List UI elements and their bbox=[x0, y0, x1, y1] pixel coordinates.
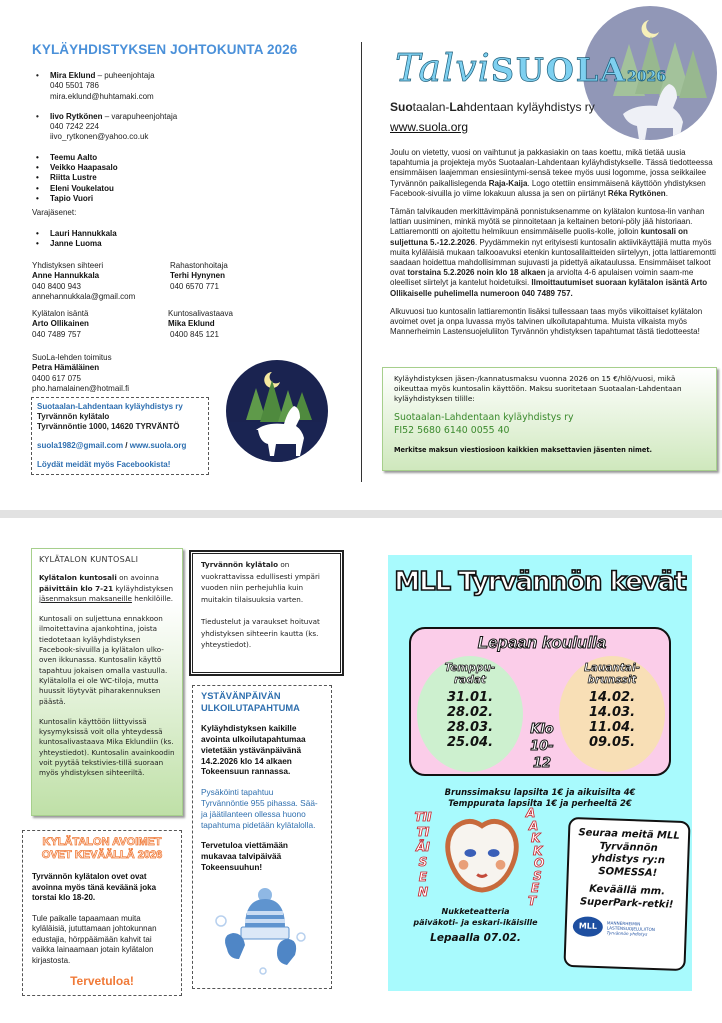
contact-role: Kuntosalivastaava bbox=[168, 309, 233, 318]
snowflake-icon bbox=[260, 968, 266, 974]
open-doors-paragraph-1: Tyrvännön kylätalon ovet ovat avoinna myös tänä keväänä joka torstai klo 18-20. bbox=[32, 872, 157, 902]
valentine-title: YSTÄVÄNPÄIVÄN ULKOILUTAPAHTUMA bbox=[201, 691, 300, 713]
date: 14.02. bbox=[588, 690, 636, 705]
board-officers bbox=[50, 71, 177, 204]
mll-poster bbox=[388, 555, 692, 991]
masthead-suola: SUOLA bbox=[490, 51, 628, 89]
date: 28.02. bbox=[446, 705, 494, 720]
org-suo: Suo bbox=[390, 100, 413, 114]
puppet-theatre bbox=[388, 907, 563, 945]
masthead-title bbox=[395, 46, 666, 99]
bold-text: Kylätalon kuntosali bbox=[39, 573, 117, 583]
gym-paragraph-1 bbox=[39, 573, 175, 604]
puppet-date: Lepaalla 07.02. bbox=[430, 932, 521, 944]
letters: S bbox=[533, 868, 542, 883]
member-item: • Veikko Haapasalo bbox=[50, 163, 177, 173]
contact-email[interactable]: annehannukkala@gmail.com bbox=[32, 291, 136, 301]
snowflake-icon bbox=[297, 933, 305, 941]
rental-paragraph-1 bbox=[201, 559, 332, 605]
account-iban: FI52 5680 6140 0055 40 bbox=[394, 424, 510, 436]
letters: A bbox=[526, 806, 536, 820]
open-doors-paragraph-2: Tule paikalle tapaamaan muita kyläläisiä, jututtamaan johtokunnan edustajia, hörppäämään kahvit tai vaikka lainaamaan jotain kylätalon kirjastosta. bbox=[32, 913, 157, 965]
spring-trip-text: Keväällä mm. SuperPark-retki! bbox=[579, 883, 674, 911]
puppet-face-icon bbox=[444, 817, 520, 893]
social-media-box bbox=[563, 817, 690, 971]
letters: S bbox=[418, 855, 428, 869]
letters: A bbox=[529, 818, 539, 833]
address-box bbox=[31, 397, 209, 475]
contact-name: Petra Hämäläinen bbox=[32, 363, 100, 373]
letters: E bbox=[531, 881, 540, 895]
lepaa-school-panel bbox=[409, 627, 671, 776]
org-la: La bbox=[449, 100, 464, 114]
text: . Logo otettiin ensimmäisenä käyttöön yhdistyksen Facebook-sivuilla jo viime lokakuun alussa ja sen on piirtänyt bbox=[390, 178, 706, 198]
account-name: Suotaalan-Lahdentaan kyläyhdistys ry bbox=[394, 412, 574, 423]
fee-note: Merkitse maksun viestiosioon kaikkien maksettavien jäsenten nimet. bbox=[394, 446, 653, 454]
masthead-url[interactable]: www.suola.org bbox=[390, 120, 469, 134]
contact-phone: 040 8400 943 bbox=[32, 281, 81, 291]
date: 25.04. bbox=[446, 735, 494, 750]
contact-treasurer bbox=[170, 261, 228, 292]
chair-role: – puheenjohtaja bbox=[97, 71, 155, 80]
rental-paragraph-2: Tiedustelut ja varaukset hoituvat yhdistyksen sihteerin kautta (ks. yhteystiedot). bbox=[201, 617, 320, 649]
underlined-text: jäsenmaksun maksaneille bbox=[39, 593, 132, 603]
chair-email[interactable]: mira.eklund@huhtamaki.com bbox=[50, 91, 154, 101]
deputy-item: • Lauri Hannukkala bbox=[50, 229, 117, 239]
text: on vuokrattavissa edullisesti ympäri vuoden niin perhejuhlia kuin muitakin tilaisuuksia varten. bbox=[201, 560, 320, 604]
contact-secretary bbox=[32, 261, 135, 302]
valentine-paragraph-3: Tervetuloa viettämään mukavaa talvipäivää Tokeensuuhun! bbox=[201, 840, 288, 872]
masthead-org bbox=[390, 100, 595, 114]
address-place: Tyrvännön kylätalo bbox=[37, 412, 110, 421]
org-rest: hdentaan kyläyhdistys ry bbox=[463, 100, 595, 114]
vice-chair-item bbox=[50, 112, 177, 143]
mll-badge: MLL bbox=[572, 916, 603, 937]
contact-role: SuoLa-lehden toimitus bbox=[32, 353, 112, 362]
logo-line: Tyrvännön yhdistys bbox=[606, 929, 648, 937]
chair-name: Mira Eklund bbox=[50, 71, 96, 80]
bold-text: Réka Rytkönen bbox=[607, 188, 666, 198]
mll-logo-text bbox=[607, 920, 656, 937]
winter-hat-mittens-icon bbox=[207, 887, 317, 977]
bold-text: Raja-Kaija bbox=[488, 178, 528, 188]
obstacle-course-circle bbox=[417, 656, 523, 772]
contact-role: Yhdistyksen sihteeri bbox=[32, 261, 104, 270]
date: 11.04. bbox=[588, 720, 636, 735]
gym-title: KYLÄTALON KUNTOSALI bbox=[39, 555, 139, 564]
contact-name: Mika Eklund bbox=[168, 319, 215, 329]
bold-text: Ilmoittautumiset suoraan kylätalon isäntä Arto Ollikaiselle puhelimella numeroon 040 7489 757. bbox=[390, 278, 708, 298]
link-separator: / bbox=[123, 441, 130, 450]
email-link[interactable]: suola1982@gmail.com bbox=[37, 441, 124, 450]
open-doors-box bbox=[22, 830, 182, 996]
brunch-heading: Lauantai-brunssit bbox=[584, 662, 640, 686]
follow-text: Seuraa meitä MLL Tyrvännön yhdistys ry:n SOMESSA! bbox=[578, 827, 680, 879]
date: 31.01. bbox=[446, 690, 494, 705]
membership-fee-box bbox=[382, 367, 717, 471]
contact-phone: 0400 617 075 bbox=[32, 373, 81, 383]
poster-prices bbox=[388, 787, 692, 809]
obstacle-course-dates bbox=[417, 690, 523, 750]
vice-chair-email[interactable]: iivo_rytkonen@yahoo.co.uk bbox=[50, 132, 149, 142]
contact-name: Arto Ollikainen bbox=[32, 319, 89, 329]
bold-text: päivittäin klo 7-21 bbox=[39, 583, 114, 593]
masthead-year: 2026 bbox=[627, 69, 667, 85]
letters: K bbox=[531, 831, 541, 845]
raja-kaija-logo bbox=[226, 360, 328, 462]
obstacle-price: Temppurata lapsilta 1€ ja perheeltä 2€ bbox=[448, 798, 632, 808]
time-label: Klo bbox=[530, 722, 554, 737]
logo-line: LASTENSUOJELULIITON bbox=[606, 924, 656, 932]
date: 09.05. bbox=[588, 735, 636, 750]
gym-box bbox=[31, 548, 183, 816]
contact-editor bbox=[32, 353, 129, 394]
address-org: Suotaalan-Lahdentaan kyläyhdistys ry bbox=[37, 402, 183, 411]
valentine-event-box bbox=[192, 685, 332, 989]
gym-paragraph-3: Kuntosalin käyttöön liittyvissä kysymyksissä voit olla yhteydessä kuntosalivastaava Mika Eklundiin (ks. yhteystiedot). Kuntosalin avainkoodin voit pyytää tekstivies-tillä suoraan myös yhdistyksen sihteeriltä. bbox=[39, 716, 175, 778]
time-value: 10-12 bbox=[530, 739, 554, 771]
gym-paragraph-2: Kuntosali on suljettuna ennakkoon ilmoitettavina ajankohtina, joista tiedotetaan kyläyhdistyksen Facebook-sivuilla ja kylätalon ulko-oven ikkunassa. Kuntosalin käyttö tapahtuu jokaisen omalla vastuulla. Kylätalolla ei ole WC-tiloja, mutta huussit löytyvät piharakennuksen päästä. bbox=[39, 614, 168, 706]
contact-phone: 040 6570 771 bbox=[170, 281, 219, 291]
brunch-circle bbox=[559, 656, 665, 772]
newsletter-page-1 bbox=[0, 0, 722, 510]
puppet-title: Nukketeatteria bbox=[441, 907, 510, 916]
letters: TI bbox=[416, 825, 430, 839]
text: Tämän talvikauden merkittävimpänä ponnistuksenamme on kylätalon kuntosa-lin vanhan lattian uusiminen, minkä myötä se pinnoitetaan ja keltainen betoni-pöly jää historiaan. Lattiaremontti on ajoitettu helmikuun ensimmäiselle puolis-kolle, jolloin bbox=[390, 207, 705, 237]
member-item: • Teemu Aalto bbox=[50, 153, 177, 163]
obstacle-course-heading: Temppu-radat bbox=[444, 662, 496, 686]
letters: ÄI bbox=[416, 840, 430, 854]
contact-gym-manager bbox=[168, 309, 233, 340]
address-links bbox=[37, 441, 203, 451]
org-taalan: taalan- bbox=[412, 100, 450, 114]
article-paragraph-3: Alkuvuosi tuo kuntosalin lattiaremontin lisäksi tullessaan taas myös viikoittaiset kylätalon avoimet ovet ja onpa luvassa myös talvinen ulkoilutapahtuma. Muista vilkaista myös Mannerheimin Lastensuojeluliiton Tyrvännön yhdistyksen tapahtumat tästä tiedotteesta! bbox=[390, 306, 703, 337]
member-item: • Eleni Voukelatou bbox=[50, 184, 177, 194]
puppet-name-left bbox=[406, 810, 440, 900]
text: ja arviolta 4-6 apulaisen voimin saam-me oleelliset siirtelyt ja kantelut hoidetuiksi. bbox=[390, 268, 694, 288]
column-divider bbox=[361, 42, 362, 482]
vice-chair-name: Iivo Rytkönen bbox=[50, 111, 103, 121]
brunch-price: Brunssimaksu lapsilta 1€ ja aikuisilta 4€ bbox=[444, 787, 636, 797]
deputies-label: Varajäsenet: bbox=[32, 208, 77, 217]
letters: N bbox=[417, 885, 429, 899]
poster-title: MLL Tyrvännön kevät bbox=[394, 567, 686, 597]
contact-role: Rahastonhoitaja bbox=[170, 261, 228, 270]
valentine-paragraph-1: Kyläyhdistyksen kaikille avointa ulkoilutapahtumaa vietetään ystävänpäivänä 14.2.2026 klo 14 alkaen Tokeensuun rannassa. bbox=[201, 723, 306, 777]
text: kyläyhdistyksen bbox=[113, 583, 174, 593]
fee-text: Kyläyhdistyksen jäsen-/kannatusmaksu vuonna 2026 on 15 €/hlö/vuosi, mikä oikeuttaa myös kuntosalin käyttöön. Maksu suoritetaan Suotaalan-Lahdentaan kyläyhdistyksen tilille: bbox=[394, 374, 682, 403]
facebook-note: Löydät meidät myös Facebookista! bbox=[37, 460, 171, 469]
vice-chair-role: – varapuheenjohtaja bbox=[104, 111, 178, 121]
deputy-item: • Janne Luoma bbox=[50, 239, 117, 249]
puppet-age: päiväkoti- ja eskari-ikäisille bbox=[413, 917, 538, 927]
web-link[interactable]: www.suola.org bbox=[129, 441, 187, 450]
poster-venue: Lepaan koululla bbox=[477, 633, 607, 652]
deputies-list bbox=[50, 229, 117, 250]
date: 14.03. bbox=[588, 705, 636, 720]
member-item: • Riitta Lustre bbox=[50, 173, 177, 183]
bold-text: kuntosali on suljettuna 5.-12.2.2026 bbox=[390, 227, 688, 247]
poster-time bbox=[523, 721, 561, 772]
member-item: • Tapio Vuori bbox=[50, 194, 177, 204]
article-paragraph-2 bbox=[390, 207, 716, 299]
raja-kaija-logo-image bbox=[226, 360, 328, 462]
open-doors-title: KYLÄTALON AVOIMET OVET KEVÄÄLLÄ 2026 bbox=[41, 836, 163, 861]
valentine-paragraph-2: Pysäköinti tapahtuu Tyrvännöntie 955 pihassa. Sää- ja jäätilanteen ollessa huono tapahtuma pidetään kylätalolla. bbox=[201, 787, 318, 830]
vice-chair-phone: 040 7242 224 bbox=[50, 122, 99, 132]
chair-item bbox=[50, 71, 177, 102]
logo-line: MANNERHEIMIN bbox=[606, 919, 641, 926]
text: henkilöille. bbox=[131, 593, 174, 603]
mll-logo bbox=[572, 916, 679, 940]
contact-name: Terhi Hynynen bbox=[170, 271, 225, 281]
article-paragraph-1 bbox=[390, 148, 716, 199]
letters: E bbox=[418, 870, 428, 884]
text: . Pyydämmekin nyt erityisesti kuntosalin aktiivikäyttäjiä mutta myös muita kyläläisiä mukaan talkooavuksi etenkin kuntosalilaitteiden siirtelyyn, jotta lattiaremontti saadaan hoidettua mahdollisimman sujuvasti ja pidettyä aikataulussa. Ensimmäiset talkoot ovat bbox=[390, 237, 716, 278]
letters: K bbox=[533, 843, 543, 858]
address-street: Tyrvännöntie 1000, 14620 TYRVÄNTÖ bbox=[37, 422, 180, 431]
contact-host bbox=[32, 309, 89, 340]
open-doors-welcome: Tervetuloa! bbox=[70, 974, 134, 988]
brunch-dates bbox=[559, 690, 665, 750]
moon-icon bbox=[642, 20, 659, 38]
contact-phone: 0400 845 121 bbox=[170, 329, 219, 339]
contact-role: Kylätalon isäntä bbox=[32, 309, 89, 318]
chair-phone: 040 5501 786 bbox=[50, 81, 99, 91]
board-title: KYLÄYHDISTYKSEN JOHTOKUNTA 2026 bbox=[32, 42, 298, 57]
letters: O bbox=[534, 856, 545, 870]
contact-email[interactable]: pho.hamalainen@hotmail.fi bbox=[32, 383, 130, 393]
text: Joulu on vietetty, vuosi on vaihtunut ja pakkasiakin on taas koettu, mikä tietää uusia tapahtumia ja projekteja myös Suotaalan-Lahdentaan kyläyhdistykselle. Tässä tiedotteessa ensimmäisen laajemman ensiesiintymi-sensä tekee myös uusi logomme, jossa seikkailee Tyrvännön paikallislegenda bbox=[390, 148, 713, 188]
text: on avoinna bbox=[116, 573, 159, 583]
puppet-name-right bbox=[526, 807, 556, 907]
text: . bbox=[665, 188, 668, 198]
rental-box bbox=[190, 551, 343, 675]
letters: TII bbox=[414, 810, 432, 824]
article-body bbox=[390, 148, 716, 337]
date: 28.03. bbox=[446, 720, 494, 735]
letters: T bbox=[528, 893, 537, 908]
bold-text: Tyrvännön kylätalo bbox=[201, 560, 279, 569]
contact-name: Anne Hannukkala bbox=[32, 271, 100, 281]
bold-text: torstaina 5.2.2026 noin klo 18 alkaen bbox=[407, 268, 546, 278]
contact-phone: 040 7489 757 bbox=[32, 329, 81, 339]
masthead-talvi: Talvi bbox=[395, 46, 491, 90]
snowflake-icon bbox=[216, 916, 226, 926]
